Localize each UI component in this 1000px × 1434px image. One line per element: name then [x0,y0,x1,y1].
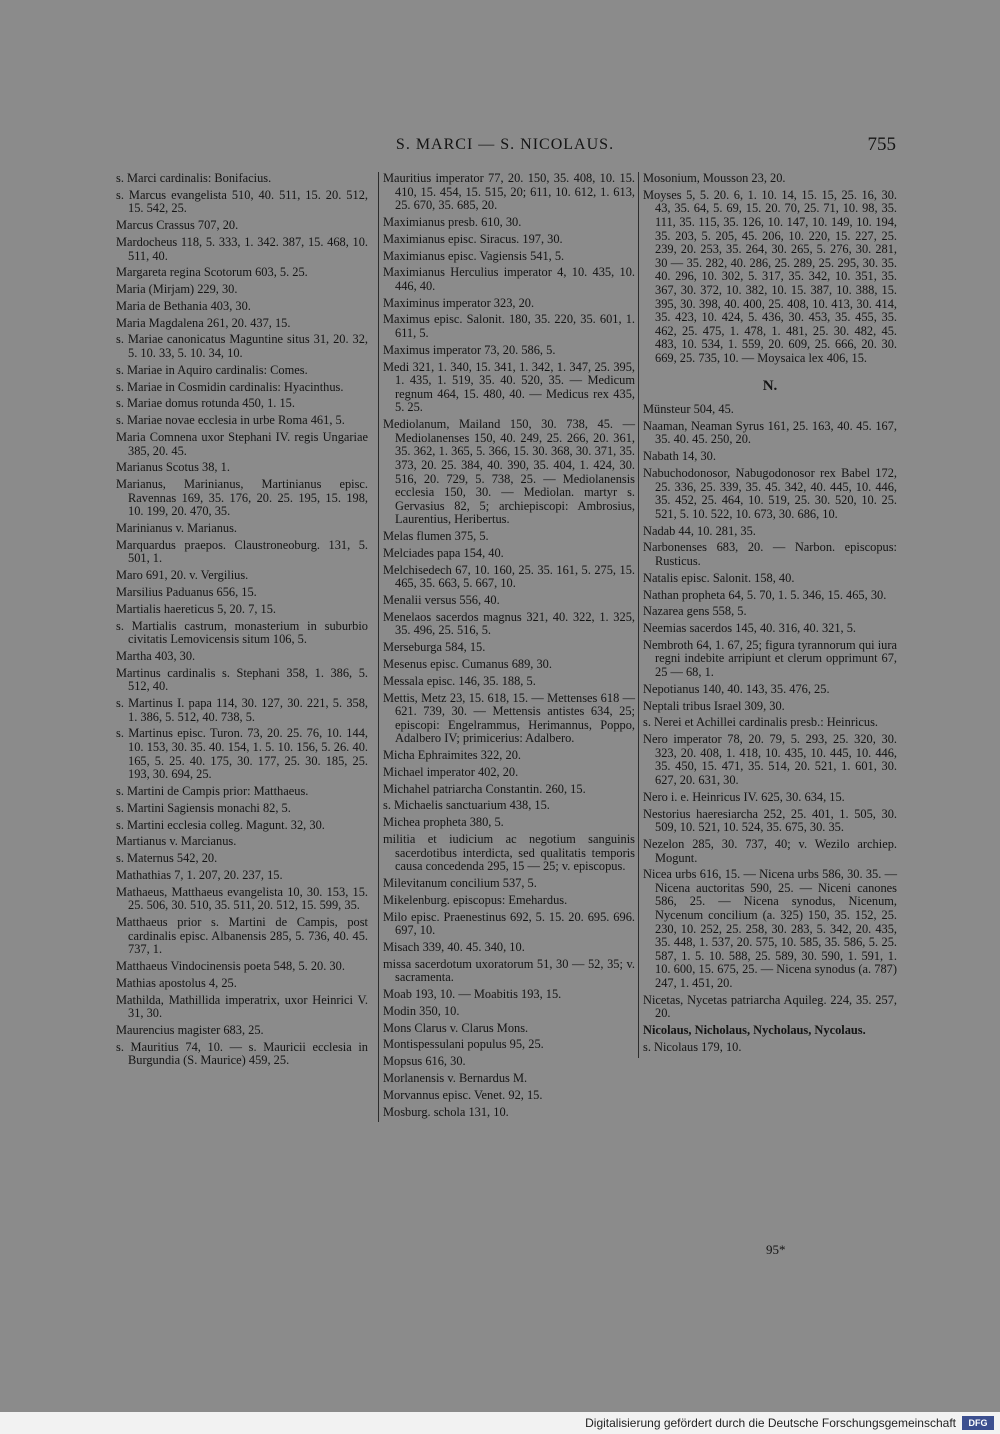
footer-bar [0,1412,1000,1434]
index-entry: Mons Clarus v. Clarus Mons. [383,1020,529,1035]
index-entry: Melciades papa 154, 40. [383,545,504,560]
index-entry: Maria Magdalena 261, 20. 437, 15. [116,315,291,330]
index-entry: Maximianus Herculius imperator 4, 10. 435, 10. 446, 40. [383,265,635,293]
index-entry: s. Martini Sagiensis monachi 82, 5. [116,800,291,815]
index-entry: s. Marcus evangelista 510, 40. 511, 15. 20. 512, 15. 542, 25. [116,187,368,216]
index-entry: Nestorius haeresiarcha 252, 25. 401, 1. 505, 30. 509, 10. 521, 10. 524, 35. 675, 30. 35. [643,806,897,835]
index-entry: Messala episc. 146, 35. 188, 5. [383,673,536,688]
index-entry: missa sacerdotum uxoratorum 51, 30 — 52, 35; v. sacramenta. [383,956,635,985]
index-entry: Morvannus episc. Venet. 92, 15. [383,1087,543,1102]
index-entry: Matthaeus prior s. Martini de Campis, post cardinalis episc. Albanensis 285, 5. 736, 40. 45. 737, 1. [116,915,368,957]
index-column-3 [638,172,897,1058]
index-entry: s. Nerei et Achillei cardinalis presb.: Heinricus. [643,715,879,730]
index-entry: Marsilius Paduanus 656, 15. [116,585,257,599]
index-entry: Nathan propheta 64, 5. 70, 1. 5. 346, 15. 465, 30. [643,587,887,602]
index-entry: Menalii versus 556, 40. [383,593,500,608]
index-entry: Merseburga 584, 15. [383,640,486,655]
index-entry: Mathias apostolus 4, 25. [116,975,237,990]
index-entry: Morlanensis v. Bernardus M. [383,1071,528,1085]
index-column-2 [378,172,635,1122]
index-entry: s. Mariae in Cosmidin cardinalis: Hyacinthus. [116,379,344,394]
index-entry: Nero imperator 78, 20. 79, 5. 293, 25. 320, 30. 323, 20. 408, 1. 418, 10. 435, 10. 445, 10. 446, 35. 450, 15. 471, 35. 514, 20. 521, 1. 601, 30. 627, 20. 631, 30. [643,732,897,787]
index-entry: Marianus Scotus 38, 1. [116,460,230,475]
index-entry: Natalis episc. Salonit. 158, 40. [643,570,795,585]
index-entry: Nembroth 64, 1. 67, 25; figura tyrannorum qui iura regni indebite arripiunt et clerum opprimunt 67, 25 — 68, 1. [643,637,897,680]
letter-heading: N. [762,377,778,394]
index-entry: Nero i. e. Heinricus IV. 625, 30. 634, 15. [643,789,845,804]
index-entry: Matthaeus Vindocinensis poeta 548, 5. 20. 30. [116,959,345,974]
index-entry: Misach 339, 40. 45. 340, 10. [383,939,525,954]
index-page [110,120,900,1280]
index-entry: Mopsus 616, 30. [383,1054,466,1069]
index-entry: Maurencius magister 683, 25. [116,1023,264,1037]
index-entry: s. Mariae canonicatus Maguntine situs 31, 20. 32, 5. 10. 33, 5. 10. 34, 10. [116,332,368,361]
index-entry: Mathilda, Mathillida imperatrix, uxor Heinrici V. 31, 30. [116,992,368,1021]
index-entry: Nadab 44, 10. 281, 35. [643,523,756,538]
index-entry: s. Mariae in Aquiro cardinalis: Comes. [116,362,308,377]
index-entry: Nicolaus, Nicholaus, Nycholaus, Nycolaus. [643,1023,866,1038]
index-entry: Maximus episc. Salonit. 180, 35. 220, 35. 601, 1. 611, 5. [383,312,635,341]
index-entry: Michea propheta 380, 5. [383,815,504,830]
running-title: S. MARCI — S. NICOLAUS. [395,136,615,153]
index-entry: s. Mauritius 74, 10. — s. Mauricii ecclesia in Burgundia (S. Maurice) 459, 25. [116,1039,368,1068]
sheet-signature: 95* [766,1242,786,1257]
index-entry: s. Marci cardinalis: Bonifacius. [116,171,272,185]
page-number: 755 [867,134,896,155]
index-entry: Milevitanum concilium 537, 5. [383,876,537,890]
index-entry: Mardocheus 118, 5. 333, 1. 342. 387, 15. 468, 10. 511, 40. [116,234,368,263]
footer-credit: Digitalisierung gefördert durch die Deutsche Forschungsgemeinschaft [585,1416,956,1430]
index-entry: Maximianus episc. Vagiensis 541, 5. [383,248,565,263]
index-entry: Mediolanum, Mailand 150, 30. 738, 45. — Mediolanenses 150, 40. 249, 25. 266, 20. 361, 35. 362, 1. 365, 5. 366, 15. 30. 368, 30. 371, 35. 373, 20. 25. 384, 40. 390, 35. 404, 1. 424, 30. 516, 20. 729, 5. 738, 25. — Mediolanensis ecclesia 150, 30. — Mediolan. martyr s. Gervasius 82, 5; archiepiscopi: Ambrosius, Laurentius, Heribertus. [383,417,635,527]
index-entry: Nabuchodonosor, Nabugodonosor rex Babel 172, 25. 336, 25. 339, 35. 45. 342, 40. 445, 10. 446, 35. 452, 25. 464, 10. 519, 25. 30. 520, 10. 25. 521, 5. 10. 522, 10. 673, 30. 686, 10. [643,466,897,521]
index-entry: Martianus v. Marcianus. [116,834,237,849]
index-entry: s. Maternus 542, 20. [116,851,218,866]
index-entry: Mathaeus, Matthaeus evangelista 10, 30. 153, 15. 25. 506, 30. 510, 35. 511, 20. 512, 15. 599, 35. [116,884,368,913]
index-entry: s. Martini de Campis prior: Matthaeus. [116,784,309,799]
index-entry: Maximianus presb. 610, 30. [383,214,522,229]
index-entry: Nicea urbs 616, 15. — Nicena urbs 586, 30. 35. — Nicena auctoritas 590, 25. — Niceni canones 586, 25. — Nicena synodus, Nicenum, Nycenum concilium (a. 325) 150, 35. 152, 25. 230, 10. 252, 25. 258, 30. 283, 5. 342, 20. 435, 35. 448, 1. 537, 20. 575, 10. 585, 35. 586, 5. 25. 587, 1. 5. 10. 588, 25. 589, 30. 590, 1. 591, 1. 10. 600, 15. 675, 25. — Nicena synodus (a. 787) 247, 1. 451, 20. [643,867,897,991]
index-entry: s. Nicolaus 179, 10. [643,1039,742,1054]
index-entry: Martialis haereticus 5, 20. 7, 15. [116,601,277,616]
index-entry: Maximinus imperator 323, 20. [383,295,535,310]
index-entry: Marcus Crassus 707, 20. [116,218,239,233]
index-entry: Milo episc. Praenestinus 692, 5. 15. 20. 695. 696. 697, 10. [383,909,635,938]
index-entry: Mosburg. schola 131, 10. [383,1104,509,1119]
index-column-1 [116,172,368,1071]
index-entry: Nepotianus 140, 40. 143, 35. 476, 25. [643,681,830,696]
index-entry: Nicetas, Nycetas patriarcha Aquileg. 224, 35. 257, 20. [643,992,897,1021]
index-entry: Michahel patriarcha Constantin. 260, 15. [383,781,586,796]
index-entry: Maria Comnena uxor Stephani IV. regis Ungariae 385, 20. 45. [116,429,368,458]
index-entry: Neemias sacerdos 145, 40. 316, 40. 321, 5. [643,621,857,636]
index-entry: Montispessulani populus 95, 25. [383,1037,544,1052]
index-entry: Münsteur 504, 45. [643,402,734,417]
index-entry: s. Martinus episc. Turon. 73, 20. 25. 76, 10. 144, 10. 153, 30. 35. 40. 154, 1. 5. 10. 156, 5. 26. 40. 165, 5. 25. 40. 175, 30. 177, 25. 30. 185, 25. 193, 30. 694, 25. [116,726,368,782]
index-entry: Mosonium, Mousson 23, 20. [643,171,786,185]
index-entry: Maximus imperator 73, 20. 586, 5. [383,342,556,357]
index-entry: Mathathias 7, 1. 207, 20. 237, 15. [116,867,283,882]
index-entry: s. Mariae domus rotunda 450, 1. 15. [116,396,295,411]
index-entry: Mauritius imperator 77, 20. 150, 35. 408, 10. 15. 410, 15. 454, 15. 515, 20; 611, 10. 612, 1. 613, 25. 670, 35. 685, 20. [383,171,635,213]
index-entry: s. Martialis castrum, monasterium in suburbio civitatis Lemovicensis situm 106, 5. [116,618,368,647]
index-entry: Mesenus episc. Cumanus 689, 30. [383,657,552,671]
index-entry: Marinianus v. Marianus. [116,521,238,536]
index-entry: s. Michaelis sanctuarium 438, 15. [383,798,550,813]
index-entry: Martha 403, 30. [116,648,196,663]
index-entry: Maro 691, 20. v. Vergilius. [116,568,249,583]
index-entry: Moab 193, 10. — Moabitis 193, 15. [383,987,562,1002]
index-entry: Maria de Bethania 403, 30. [116,298,251,313]
index-entry: s. Martinus I. papa 114, 30. 127, 30. 221, 5. 358, 1. 386, 5. 512, 40. 738, 5. [116,696,368,724]
index-entry: Micha Ephraimites 322, 20. [383,748,521,763]
index-entry: Margareta regina Scotorum 603, 5. 25. [116,265,308,280]
index-entry: Mikelenburg. episcopus: Emehardus. [383,892,568,907]
dfg-logo: DFG [962,1416,994,1430]
index-entry: Mettis, Metz 23, 15. 618, 15. — Mettenses 618 — 621. 739, 30. — Mettensis antistes 634, 25; episcopi: Engelrammus, Herimannus, Poppo, Adalbero IV; primicerius: Adalbero. [383,690,635,746]
index-entry: Naaman, Neaman Syrus 161, 25. 163, 40. 45. 167, 35. 40. 45. 250, 20. [643,418,897,447]
index-entry: Marianus, Marinianus, Martinianus episc. Ravennas 169, 35. 176, 20. 25. 195, 15. 198, 10. 199, 20. 470, 35. [116,477,368,519]
index-entry: Narbonenses 683, 20. — Narbon. episcopus: Rusticus. [643,540,897,568]
index-entry: militia et iudicium ac negotium sanguinis sacerdotibus interdicta, sed qualitatis temporis causa concedenda 295, 15 — 25; v. episcopus. [383,832,635,874]
index-entry: Melas flumen 375, 5. [383,529,489,544]
index-entry: Modin 350, 10. [383,1003,460,1018]
index-entry: Nabath 14, 30. [643,449,716,464]
index-entry: s. Martini ecclesia colleg. Magunt. 32, 30. [116,817,325,832]
index-entry: s. Mariae novae ecclesia in urbe Roma 461, 5. [116,413,345,428]
index-entry: Nezelon 285, 30. 737, 40; v. Wezilo archiep. Mogunt. [643,836,897,865]
index-entry: Melchisedech 67, 10. 160, 25. 35. 161, 5. 275, 15. 465, 35. 663, 5. 667, 10. [383,562,635,591]
index-entry: Nazarea gens 558, 5. [643,604,747,619]
index-entry: Neptali tribus Israel 309, 30. [643,698,785,713]
index-entry: Maximianus episc. Siracus. 197, 30. [383,231,563,246]
index-entry: Maria (Mirjam) 229, 30. [116,282,238,297]
running-head [110,132,900,162]
index-entry: Martinus cardinalis s. Stephani 358, 1. 386, 5. 512, 40. [116,665,368,694]
index-entry: Moyses 5, 5. 20. 6, 1. 10. 14, 15. 15, 25. 16, 30. 43, 35. 64, 5. 69, 15. 20. 70, 25. 71, 10. 98, 35. 111, 35. 115, 35. 126, 10. 147, 10. 149, 10. 194, 35. 203, 5. 205, 45. 206, 10. 220, 15. 227, 25. 239, 20. 253, 35. 264, 30. 265, 5. 276, 30. 281, 30 — 35. 282, 40. 286, 25. 289, 25. 295, 30. 35. 40. 296, 10. 302, 5. 317, 35. 342, 10. 351, 35. 367, 30. 372, 10. 382, 10. 15. 387, 10. 388, 15. 395, 30. 398, 40. 400, 25. 408, 10. 413, 30. 414, 35. 423, 10. 424, 5. 436, 30. 453, 35. 455, 35. 462, 25. 475, 1. 478, 1. 481, 25. 30. 482, 45. 483, 10. 534, 1. 559, 20. 609, 25. 666, 20. 30. 669, 25. 735, 10. — Moysaica lex 406, 15. [643,187,897,365]
index-entry: Medi 321, 1. 340, 15. 341, 1. 342, 1. 347, 25. 395, 1. 435, 1. 519, 35. 40. 520, 35. — Medicum regnum 464, 15. 480, 40. — Medicus rex 435, 5. 25. [383,359,635,415]
index-entry: Menelaos sacerdos magnus 321, 40. 322, 1. 325, 35. 496, 25. 516, 5. [383,609,635,638]
index-entry: Marquardus praepos. Claustroneoburg. 131, 5. 501, 1. [116,537,368,566]
index-entry: Michael imperator 402, 20. [383,764,519,779]
